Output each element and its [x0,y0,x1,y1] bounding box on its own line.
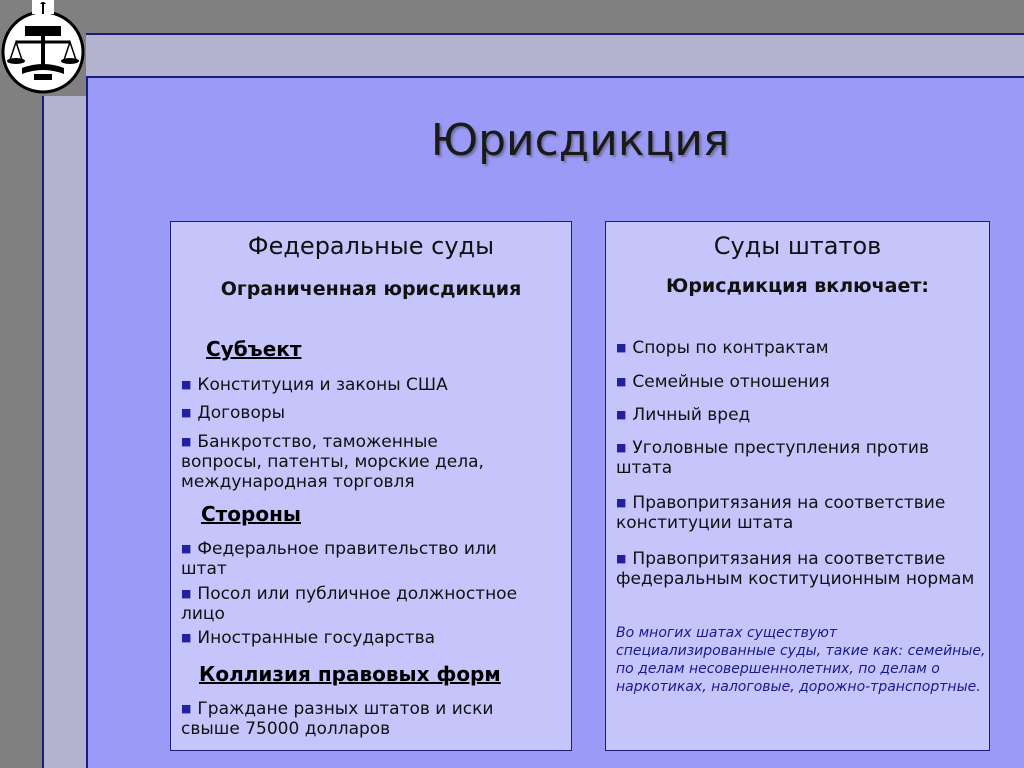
bullet-icon: ■ [616,408,627,421]
list-item: ■ Правопритязания на соответствие конституции штата [616,493,946,533]
list-item: ■ Конституция и законы США [181,375,448,395]
list-item: ■ Правопритязания на соответствие федеральным коституционным нормам [616,549,975,589]
bullet-icon: ■ [616,341,627,354]
bullet-icon: ■ [181,406,192,419]
bullet-icon: ■ [181,435,192,448]
federal-heading: Федеральные суды [247,232,495,260]
list-item: ■ Личный вред [616,405,751,425]
bullet-icon: ■ [616,496,627,509]
section-title-diversity: Коллизия правовых форм [199,662,501,686]
list-item: ■ Банкротство, таможенные вопросы, патенты, морские дела, международная торговля [181,432,484,492]
state-courts-panel [605,221,990,751]
left-strip-inner [42,0,86,768]
scales-of-justice-icon [0,0,86,96]
state-heading: Суды штатов [713,232,882,260]
left-strip [0,0,42,768]
logo [0,0,86,96]
header-divider [42,33,1024,35]
bullet-icon: ■ [616,441,627,454]
state-subheading: Юрисдикция включает: [666,275,929,297]
bullet-icon: ■ [616,552,627,565]
section-title-parties: Стороны [201,502,301,526]
left-divider [42,33,44,768]
top-band [86,0,1024,34]
list-item: ■ Семейные отношения [616,372,830,392]
bullet-icon: ■ [616,375,627,388]
bullet-icon: ■ [181,378,192,391]
slide-title: Юрисдикция [430,115,730,166]
list-item: ■ Споры по контрактам [616,338,829,358]
header-band [86,35,1024,76]
list-item: ■ Федеральное правительство или штат [181,539,497,579]
list-item: ■ Договоры [181,403,286,423]
federal-courts-panel [170,221,572,751]
list-item: ■ Посол или публичное должностное лицо [181,584,518,624]
bullet-icon: ■ [181,587,192,600]
bullet-icon: ■ [181,542,192,555]
bullet-icon: ■ [181,702,192,715]
federal-subheading: Ограниченная юрисдикция [220,278,522,300]
list-item: ■ Уголовные преступления против штата [616,438,929,478]
specialized-courts-note: Во многих шатах существуют специализированные суды, такие как: семейные, по делам несовершеннолетних, по делам о наркотиках, налоговые, дорожно-транспортные. [616,625,986,695]
list-item: ■ Граждане разных штатов и иски свыше 75000 долларов [181,699,494,739]
bullet-icon: ■ [181,631,192,644]
section-title-subject: Субъект [206,337,302,361]
list-item: ■ Иностранные государства [181,628,435,648]
